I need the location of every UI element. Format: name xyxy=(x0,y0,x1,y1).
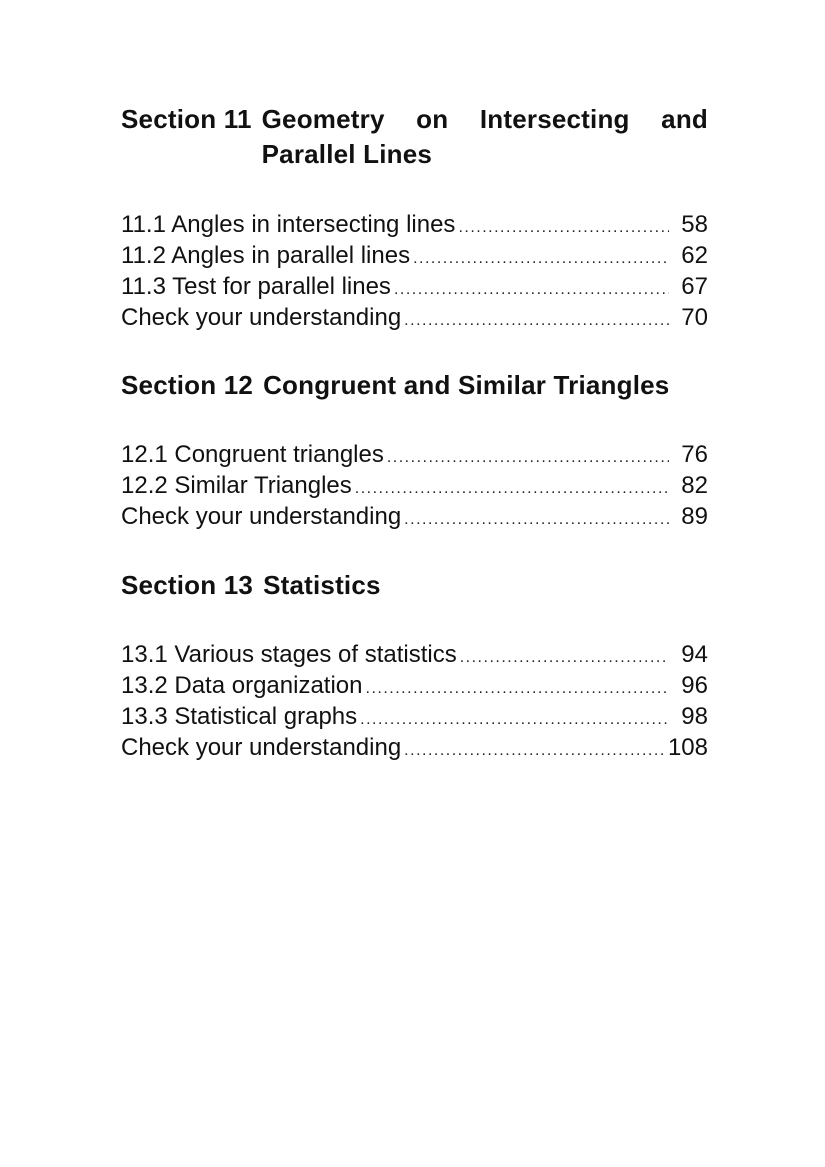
section-heading xyxy=(121,368,708,403)
toc-entry-label: 13.1 Various stages of statistics xyxy=(121,641,457,668)
toc-entry[interactable] xyxy=(121,701,708,732)
toc-entry[interactable] xyxy=(121,501,708,532)
toc-entry-page: 58 xyxy=(681,211,708,238)
toc-entry[interactable] xyxy=(121,271,708,302)
section-title: Congruent and Similar Triangles xyxy=(263,370,670,400)
toc-entry[interactable] xyxy=(121,470,708,501)
toc-entry-label: 13.2 Data organization xyxy=(121,672,363,699)
toc-entry-page: 62 xyxy=(681,242,708,269)
dot-leader xyxy=(394,274,669,305)
toc-entry-label: 12.2 Similar Triangles xyxy=(121,472,352,499)
toc-entry-page: 82 xyxy=(681,472,708,499)
toc-entry-page: 94 xyxy=(681,641,708,668)
toc-entry[interactable] xyxy=(121,670,708,701)
section-11 xyxy=(121,102,708,333)
dot-leader xyxy=(366,673,670,704)
toc-entry-label: 11.3 Test for parallel lines xyxy=(121,273,391,300)
toc-entry-page: 67 xyxy=(681,273,708,300)
toc-entry[interactable] xyxy=(121,639,708,670)
dot-leader xyxy=(458,212,669,243)
dot-leader xyxy=(404,504,669,535)
section-heading xyxy=(121,568,708,603)
toc-entry-label: 11.2 Angles in parallel lines xyxy=(121,242,411,269)
section-12 xyxy=(121,368,708,532)
toc-entry-page: 89 xyxy=(681,503,708,530)
dot-leader xyxy=(355,473,669,504)
toc-entry[interactable] xyxy=(121,732,708,763)
toc-entry[interactable] xyxy=(121,439,708,470)
section-13 xyxy=(121,568,708,763)
dot-leader xyxy=(404,305,669,336)
section-number: Section 11 xyxy=(121,104,252,134)
toc-entry-label: Check your understanding xyxy=(121,503,402,530)
dot-leader xyxy=(413,243,669,274)
section-number: Section 12 xyxy=(121,370,254,400)
section-title: Geometry on Intersecting and Parallel Lines xyxy=(261,104,708,169)
toc-entry-page: 70 xyxy=(681,304,708,331)
section-number: Section 13 xyxy=(121,570,254,600)
toc-entry-page: 96 xyxy=(681,672,708,699)
toc-entry-label: Check your understanding xyxy=(121,734,402,761)
dot-leader xyxy=(404,735,665,766)
toc-entry-label: Check your understanding xyxy=(121,304,402,331)
toc-entry-page: 76 xyxy=(681,441,708,468)
dot-leader xyxy=(387,442,669,473)
toc-entry-page: 98 xyxy=(681,703,708,730)
toc-entry-page: 108 xyxy=(667,734,708,761)
toc-entry-label: 12.1 Congruent triangles xyxy=(121,441,384,468)
toc-entry[interactable] xyxy=(121,302,708,333)
toc-entry[interactable] xyxy=(121,240,708,271)
section-title: Statistics xyxy=(263,570,381,600)
dot-leader xyxy=(460,642,669,673)
toc-entry-label: 13.3 Statistical graphs xyxy=(121,703,358,730)
toc-entries xyxy=(121,209,708,333)
toc-entry-label: 11.1 Angles in intersecting lines xyxy=(121,211,456,238)
toc-entries xyxy=(121,439,708,532)
section-heading xyxy=(121,102,708,172)
dot-leader xyxy=(360,704,669,735)
toc-entry[interactable] xyxy=(121,209,708,240)
toc-entries xyxy=(121,639,708,763)
